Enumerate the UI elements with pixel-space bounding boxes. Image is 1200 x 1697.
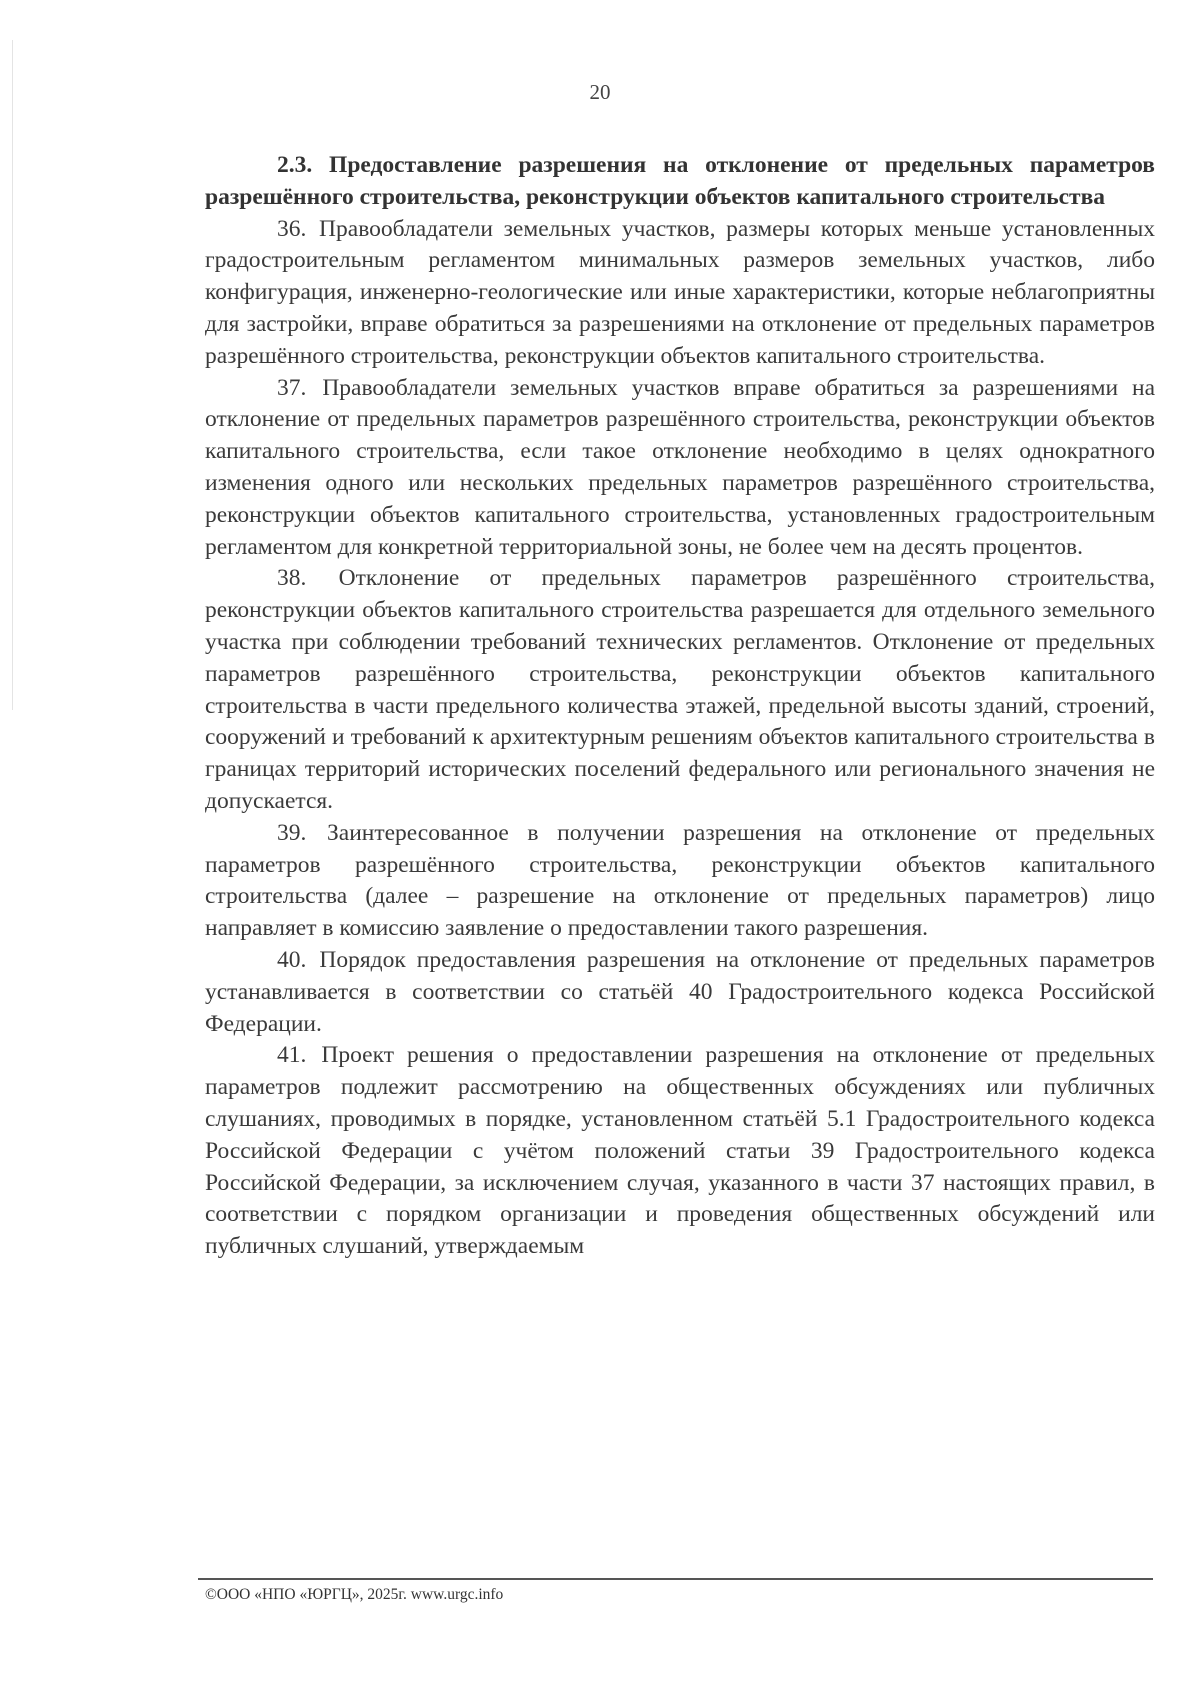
paragraph-37 (205, 373, 1155, 564)
section-heading: 2.3. Предоставление разрешения на отклонение от предельных параметров разрешённого строительства, реконструкции объектов капитального строительства (205, 152, 1155, 210)
paragraph-number: 40. (277, 946, 307, 973)
document-body (205, 150, 1155, 1263)
paragraph-text: Проект решения о предоставлении разрешения на отклонение от предельных параметров подлежит рассмотрению на общественных обсуждениях или публичных слушаниях, проводимых в порядке, установленном статьёй 5.1 Градостроительного кодекса Российской Федерации с учётом положений статьи 39 Градостроительного кодекса Российской Федерации, за исключением случая, указанного в части 37 настоящих правил, в соответствии с порядком организации и проведения общественных обсуждений или публичных слушаний, утверждаемым (205, 1042, 1156, 1260)
paragraph-number: 38. (277, 565, 307, 592)
page-number: 20 (589, 80, 611, 104)
scan-edge-mark (12, 40, 13, 710)
paragraph-number: 41. (277, 1042, 307, 1069)
paragraph-38 (205, 563, 1155, 817)
paragraph-text: Правообладатели земельных участков вправе обратиться за разрешениями на отклонение от предельных параметров разрешённого строительства, реконструкции объектов капитального строительства, если такое отклонение необходимо в целях однократного изменения одного или нескольких предельных параметров разрешённого строительства, реконструкции объектов капитального строительства, установленных градостроительным регламентом для конкретной территориальной зоны, не более чем на десять процентов. (205, 374, 1155, 560)
paragraph-40 (205, 945, 1155, 1040)
paragraph-36 (205, 214, 1155, 373)
paragraph-text: Заинтересованное в получении разрешения на отклонение от предельных параметров разрешённого строительства, реконструкции объектов капитального строительства (далее – разрешение на отклонение от предельных параметров) лицо направляет в комиссию заявление о предоставлении такого разрешения. (205, 819, 1156, 942)
paragraph-number: 36. (277, 215, 307, 242)
paragraph-text: Порядок предоставления разрешения на отклонение от предельных параметров устанавливается в соответствии со статьёй 40 Градостроительного кодекса Российской Федерации. (205, 946, 1155, 1037)
paragraph-text: Отклонение от предельных параметров разрешённого строительства, реконструкции объектов капитального строительства разрешается для отдельного земельного участка при соблюдении требований технических регламентов. Отклонение от предельных параметров разрешённого строительства, реконструкции объектов капитального строительства в части предельного количества этажей, предельной высоты зданий, строений, сооружений и требований к архитектурным решениям объектов капитального строительства в границах территорий исторических поселений федерального или регионального значения не допускается. (205, 565, 1156, 814)
paragraph-number: 39. (277, 819, 307, 846)
paragraph-text: Правообладатели земельных участков, размеры которых меньше установленных градостроительным регламентом минимальных размеров земельных участков, либо конфигурация, инженерно-геологические или иные характеристики, которые неблагоприятны для застройки, вправе обратиться за разрешениями на отклонение от предельных параметров разрешённого строительства, реконструкции объектов капитального строительства. (205, 215, 1155, 369)
paragraph-41 (205, 1040, 1155, 1263)
footer-copyright: ©ООО «НПО «ЮРГЦ», 2025г. www.urgc.info (205, 1586, 504, 1603)
footer-divider (198, 1578, 1153, 1580)
paragraph-39 (205, 818, 1155, 945)
paragraph-number: 37. (277, 374, 307, 401)
